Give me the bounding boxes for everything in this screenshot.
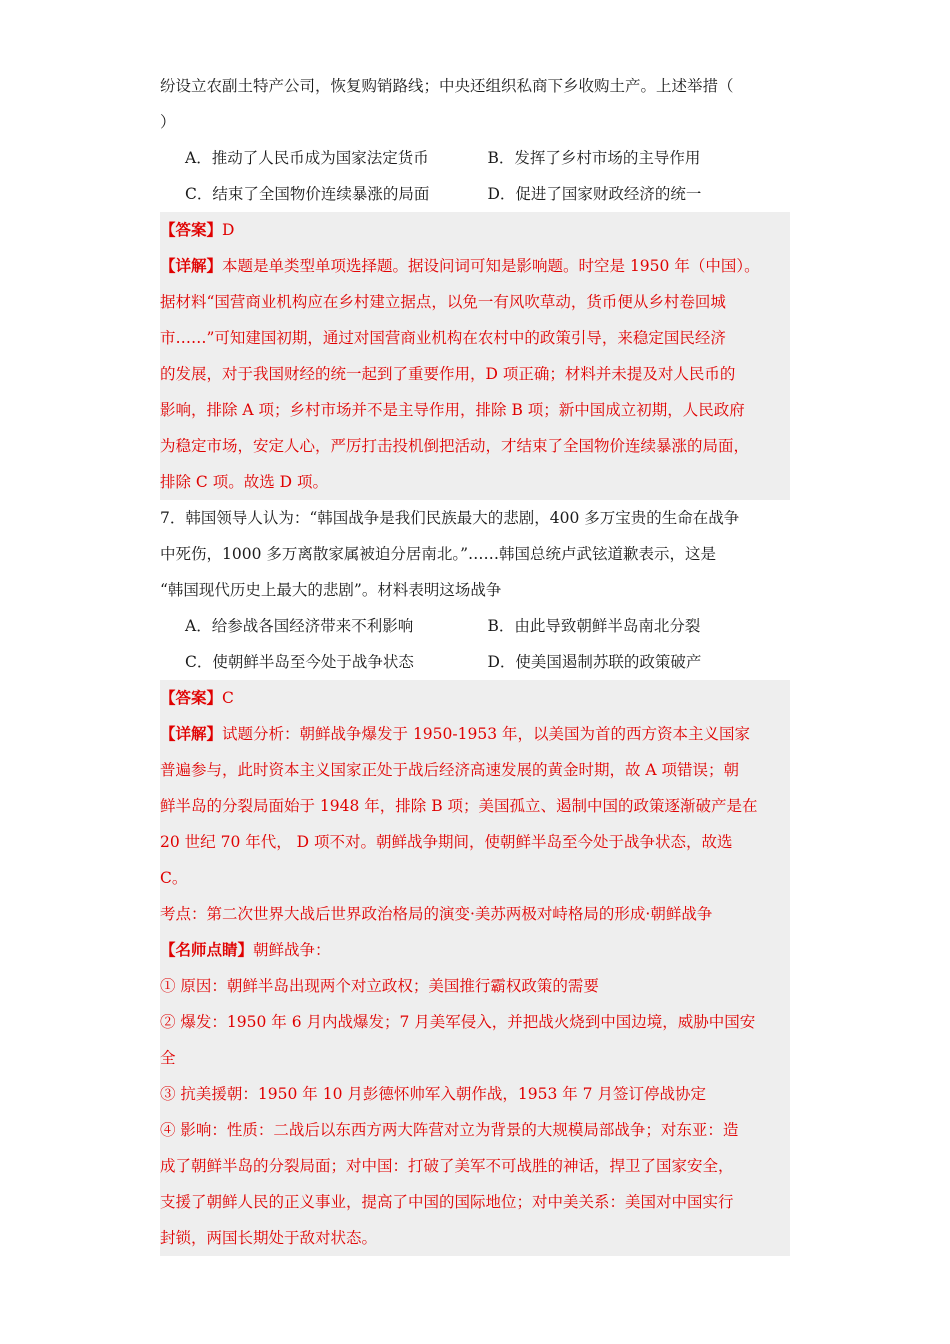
detail-line: 影响，排除 A 项；乡村市场并不是主导作用，排除 B 项；新中国成立初期，人民政府 bbox=[160, 401, 745, 419]
option-c: C．使朝鲜半岛至今处于战争状态 bbox=[185, 653, 414, 671]
detail-tag: 【详解】 bbox=[160, 256, 223, 275]
options-row bbox=[160, 644, 790, 680]
question-stem-line: “韩国现代历史上最大的悲剧”。材料表明这场战争 bbox=[160, 581, 502, 599]
answer-tag: 【答案】 bbox=[160, 220, 223, 239]
detail-line: 为稳定市场，安定人心，严厉打击投机倒把活动，才结束了全国物价连续暴涨的局面， bbox=[160, 437, 750, 455]
answer-block bbox=[160, 680, 790, 1256]
option-d: D．使美国遏制苏联的政策破产 bbox=[487, 653, 702, 671]
detail-line: 普遍参与，此时资本主义国家正处于战后经济高速发展的黄金时期，故 A 项错误；朝 bbox=[160, 761, 740, 779]
question-7 bbox=[160, 500, 790, 1256]
tip-line: 封锁，两国长期处于敌对状态。 bbox=[160, 1229, 378, 1247]
question-6 bbox=[160, 68, 790, 500]
detail-line: 据材料“国营商业机构应在乡村建立据点，以免一有风吹草动，货币便从乡村卷回城 bbox=[160, 293, 726, 311]
detail-text: 试题分析：朝鲜战争爆发于 1950-1953 年，以美国为首的西方资本主义国家 bbox=[222, 725, 751, 743]
options-row bbox=[160, 140, 790, 176]
answer-line bbox=[160, 212, 790, 248]
kaodian-line: 考点：第二次世界大战后世界政治格局的演变·美苏两极对峙格局的形成·朝鲜战争 bbox=[160, 905, 713, 923]
detail-line: 排除 C 项。故选 D 项。 bbox=[160, 473, 328, 491]
answer-tag: 【答案】 bbox=[160, 688, 223, 707]
option-b: B．由此导致朝鲜半岛南北分裂 bbox=[487, 617, 701, 635]
option-b: B．发挥了乡村市场的主导作用 bbox=[487, 149, 701, 167]
detail-line: 鲜半岛的分裂局面始于 1948 年，排除 B 项；美国孤立、遏制中国的政策逐渐破产是在 bbox=[160, 797, 758, 815]
tip-line: ④ 影响：性质：二战后以东西方两大阵营对立为背景的大规模局部战争；对东亚：造 bbox=[160, 1121, 739, 1139]
detail-line bbox=[160, 716, 790, 752]
tip-line: 成了朝鲜半岛的分裂局面；对中国：打破了美军不可战胜的神话，捍卫了国家安全， bbox=[160, 1157, 734, 1175]
question-stem-line: ） bbox=[160, 113, 176, 131]
detail-line: 20 世纪 70 年代， D 项不对。朝鲜战争期间，使朝鲜半岛至今处于战争状态，故选 bbox=[160, 833, 733, 851]
tip-line: ① 原因：朝鲜半岛出现两个对立政权；美国推行霸权政策的需要 bbox=[160, 977, 599, 995]
answer-line bbox=[160, 680, 790, 716]
option-a: A．推动了人民币成为国家法定货币 bbox=[185, 149, 429, 167]
option-c: C．结束了全国物价连续暴涨的局面 bbox=[185, 185, 430, 203]
tip-line: ③ 抗美援朝：1950 年 10 月彭德怀帅军入朝作战，1953 年 7 月签订停战协定 bbox=[160, 1085, 706, 1103]
options-row bbox=[160, 608, 790, 644]
detail-line bbox=[160, 248, 790, 284]
answer-value: C bbox=[222, 689, 234, 707]
answer-value: D bbox=[222, 221, 235, 239]
tip-line: 全 bbox=[160, 1049, 176, 1067]
detail-line: 的发展，对于我国财经的统一起到了重要作用，D 项正确；材料并未提及对人民币的 bbox=[160, 365, 736, 383]
tip-tag: 【名师点睛】 bbox=[160, 940, 254, 959]
tip-line: 支援了朝鲜人民的正义事业，提高了中国的国际地位；对中美关系：美国对中国实行 bbox=[160, 1193, 734, 1211]
option-a: A．给参战各国经济带来不利影响 bbox=[185, 617, 414, 635]
detail-line: C。 bbox=[160, 869, 188, 887]
question-stem-line: 7．韩国领导人认为：“韩国战争是我们民族最大的悲剧，400 多万宝贵的生命在战争 bbox=[160, 509, 740, 527]
question-stem-line: 中死伤，1000 多万离散家属被迫分居南北。”……韩国总统卢武铉道歉表示，这是 bbox=[160, 545, 717, 563]
document-page bbox=[160, 68, 790, 1256]
question-stem-line: 纷设立农副土特产公司，恢复购销路线；中央还组织私商下乡收购土产。上述举措（ bbox=[160, 77, 734, 95]
answer-block bbox=[160, 212, 790, 500]
tip-title: 朝鲜战争： bbox=[253, 941, 331, 959]
option-d: D．促进了国家财政经济的统一 bbox=[487, 185, 702, 203]
tip-line: ② 爆发：1950 年 6 月内战爆发；7 月美军侵入，并把战火烧到中国边境，威胁中国安 bbox=[160, 1013, 756, 1031]
detail-text: 本题是单类型单项选择题。据设问词可知是影响题。时空是 1950 年（中国）。 bbox=[222, 257, 760, 275]
detail-tag: 【详解】 bbox=[160, 724, 223, 743]
options-row bbox=[160, 176, 790, 212]
tip-heading-line bbox=[160, 932, 790, 968]
detail-line: 市……”可知建国初期，通过对国营商业机构在农村中的政策引导，来稳定国民经济 bbox=[160, 329, 726, 347]
